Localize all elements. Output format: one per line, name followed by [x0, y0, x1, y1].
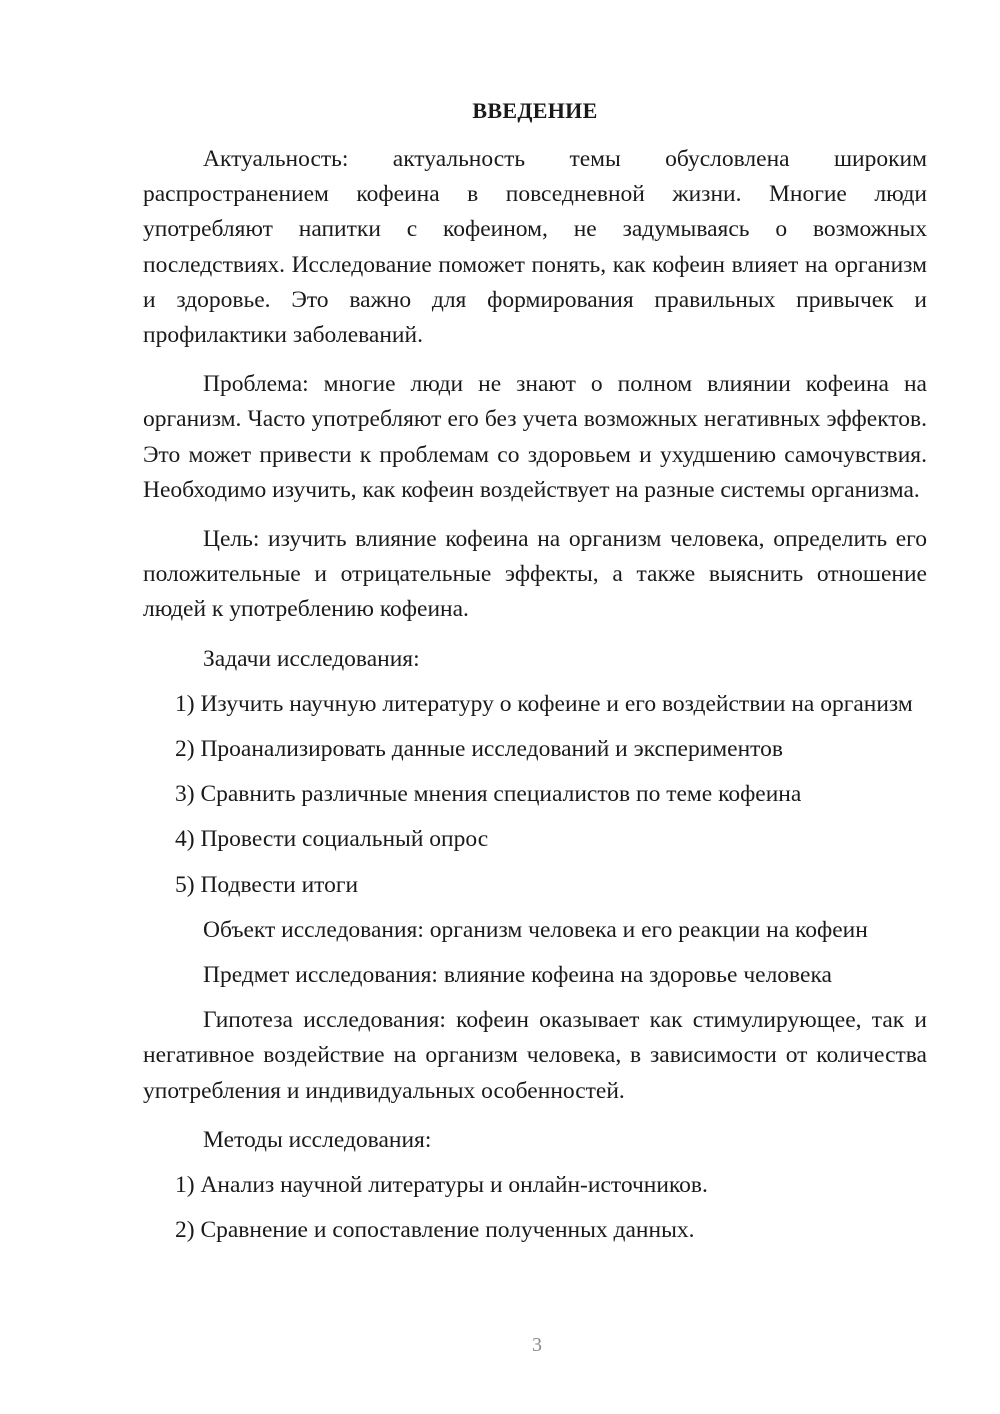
list-item: 2) Проанализировать данные исследований и экспериментов — [175, 736, 783, 763]
list-item: 1) Анализ научной литературы и онлайн-источников. — [175, 1172, 708, 1199]
goal-paragraph: Цель: изучить влияние кофеина на организм человека, определить его положительные и отрицательные эффекты, а также выяснить отношение людей к употреблению кофеина. — [143, 526, 927, 623]
object-paragraph: Объект исследования: организм человека и его реакции на кофеин — [203, 916, 868, 943]
list-item: 1) Изучить научную литературу о кофеине и его воздействии на организм — [175, 690, 913, 717]
list-item: 5) Подвести итоги — [175, 871, 359, 898]
list-item: 2) Сравнение и сопоставление полученных данных. — [175, 1217, 695, 1244]
problem-paragraph: Проблема: многие люди не знают о полном влиянии кофеина на организм. Часто употребляют его без учета возможных негативных эффектов. Это может привести к проблемам со здоровьем и ухудшению самочувствия. Необходимо изучить, как кофеин воздействует на разные системы организма. — [143, 371, 927, 503]
relevance-paragraph: Актуальность: актуальность темы обусловлена широким распространением кофеина в повседневной жизни. Многие люди употребляют напитки с кофеином, не задумываясь о возможных последствиях. Исследование поможет понять, как кофеин влияет на организм и здоровье. Это важно для формирования правильных привычек и профилактики заболеваний. — [143, 146, 927, 349]
subject-paragraph: Предмет исследования: влияние кофеина на здоровье человека — [203, 962, 832, 989]
page-content — [143, 96, 927, 1248]
page-title: ВВЕДЕНИЕ — [472, 98, 598, 123]
list-item: 4) Провести социальный опрос — [175, 826, 489, 853]
tasks-heading: Задачи исследования: — [203, 645, 420, 672]
methods-list — [143, 1168, 927, 1248]
list-item: 3) Сравнить различные мнения специалистов по теме кофеина — [175, 781, 802, 808]
tasks-list — [143, 687, 927, 903]
hypothesis-paragraph: Гипотеза исследования: кофеин оказывает как стимулирующее, так и негативное воздействие на организм человека, в зависимости от количества употребления и индивидуальных особенностей. — [143, 1007, 927, 1104]
methods-heading: Методы исследования: — [203, 1126, 432, 1153]
page-number: 3 — [532, 1334, 542, 1356]
